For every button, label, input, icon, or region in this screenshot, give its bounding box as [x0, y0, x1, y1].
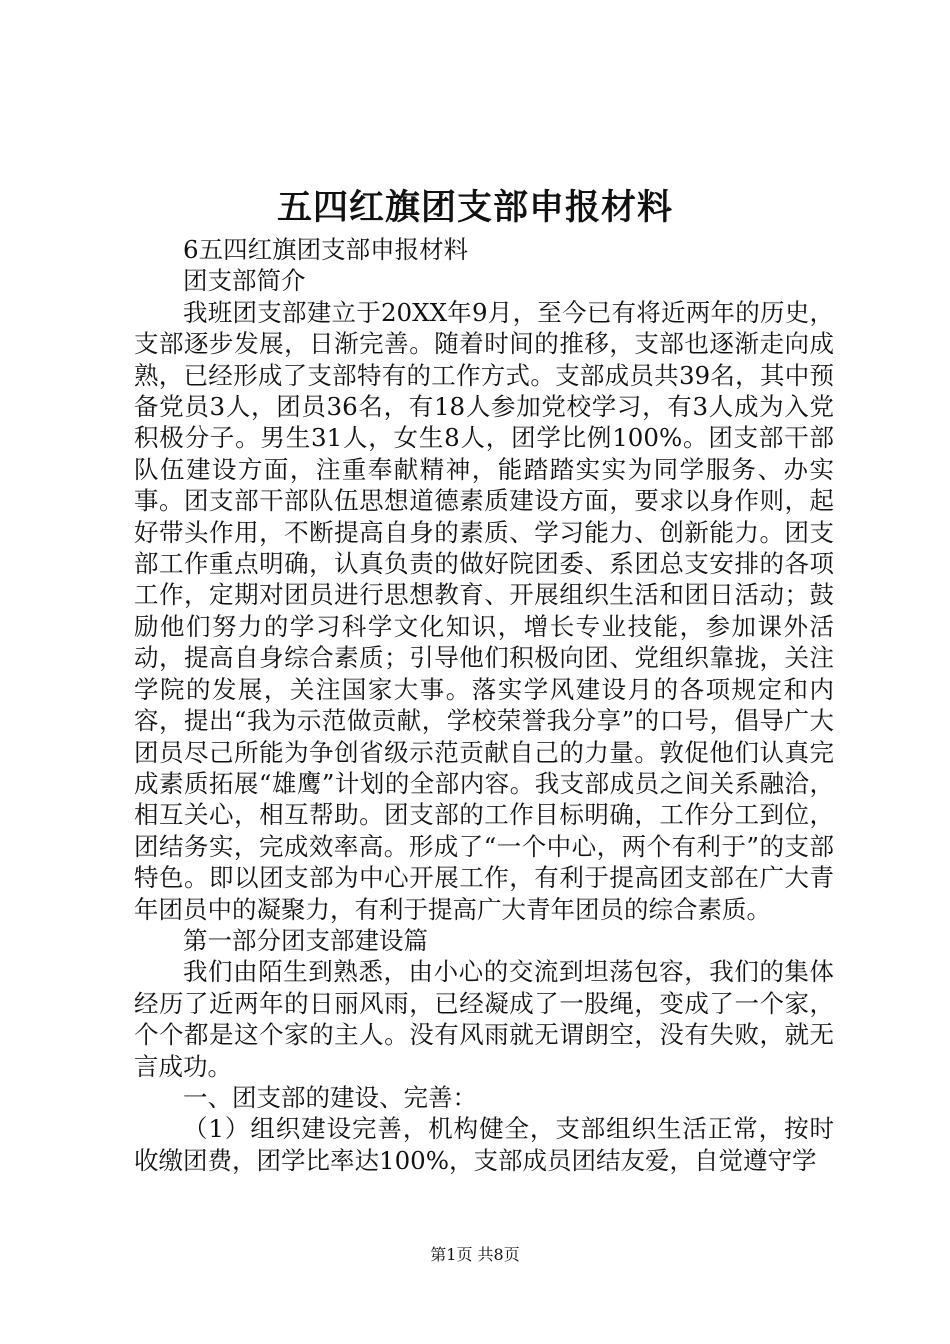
section-heading-intro: 团支部简介: [183, 266, 306, 296]
part-one-paragraph: 我们由陌生到熟悉，由小心的交流到坦荡包容，我们的集体经历了近两年的日丽风雨，已经凝成了一股绳，变成了一个家，个个都是这个家的主人。没有风雨就无谓朗空，没有失败，就无言成功。: [134, 957, 834, 1081]
intro-paragraph: 我班团支部建立于20XX年9月，至今已有将近两年的历史，支部逐步发展，日渐完善。随着时间的推移，支部也逐渐走向成熟，已经形成了支部特有的工作方式。支部成员共39名，其中预备党员3人，团员36名，有18人参加党校学习，有3人成为入党积极分子。男生31人，女生8人，团学比例100%。团支部干部队伍建设方面，注重奉献精神，能踏踏实实为同学服务、办实事。团支部干部队伍思想道德素质建设方面，要求以身作则，起好带头作用，不断提高自身的素质、学习能力、创新能力。团支部工作重点明确，认真负责的做好院团委、系团总支安排的各项工作，定期对团员进行思想教育、开展组织生活和团日活动；鼓励他们努力的学习科学文化知识，增长专业技能，参加课外活动，提高自身综合素质；引导他们积极向团、党组织靠拢，关注学院的发展，关注国家大事。落实学风建设月的各项规定和内容，提出“我为示范做贡献，学校荣誉我分享”的口号，倡导广大团员尽己所能为争创省级示范贡献自己的力量。敦促他们认真完成素质拓展“雄鹰”计划的全部内容。我支部成员之间关系融洽，相互关心，相互帮助。团支部的工作目标明确，工作分工到位，团结务实，完成效率高。形成了“一个中心，两个有利于”的支部特色。即以团支部为中心开展工作，有利于提高团支部在广大青年团员中的凝聚力，有利于提高广大青年团员的综合素质。: [134, 297, 834, 924]
subtitle-paragraph: 6五四红旗团支部申报材料: [183, 235, 469, 264]
section-heading-part-one: 第一部分团支部建设篇: [183, 925, 428, 955]
document-body: [134, 234, 834, 1176]
document-title: 五四红旗团支部申报材料: [276, 187, 673, 228]
item-one-paragraph: （1）组织建设完善，机构健全，支部组织生活正常，按时收缴团费，团学比率达100%，支部成员团结友爱，自觉遵守学: [134, 1114, 834, 1175]
page-footer: 第1页 共8页: [430, 1245, 520, 1264]
subsection-heading: 一、团支部的建设、完善：: [183, 1082, 477, 1112]
